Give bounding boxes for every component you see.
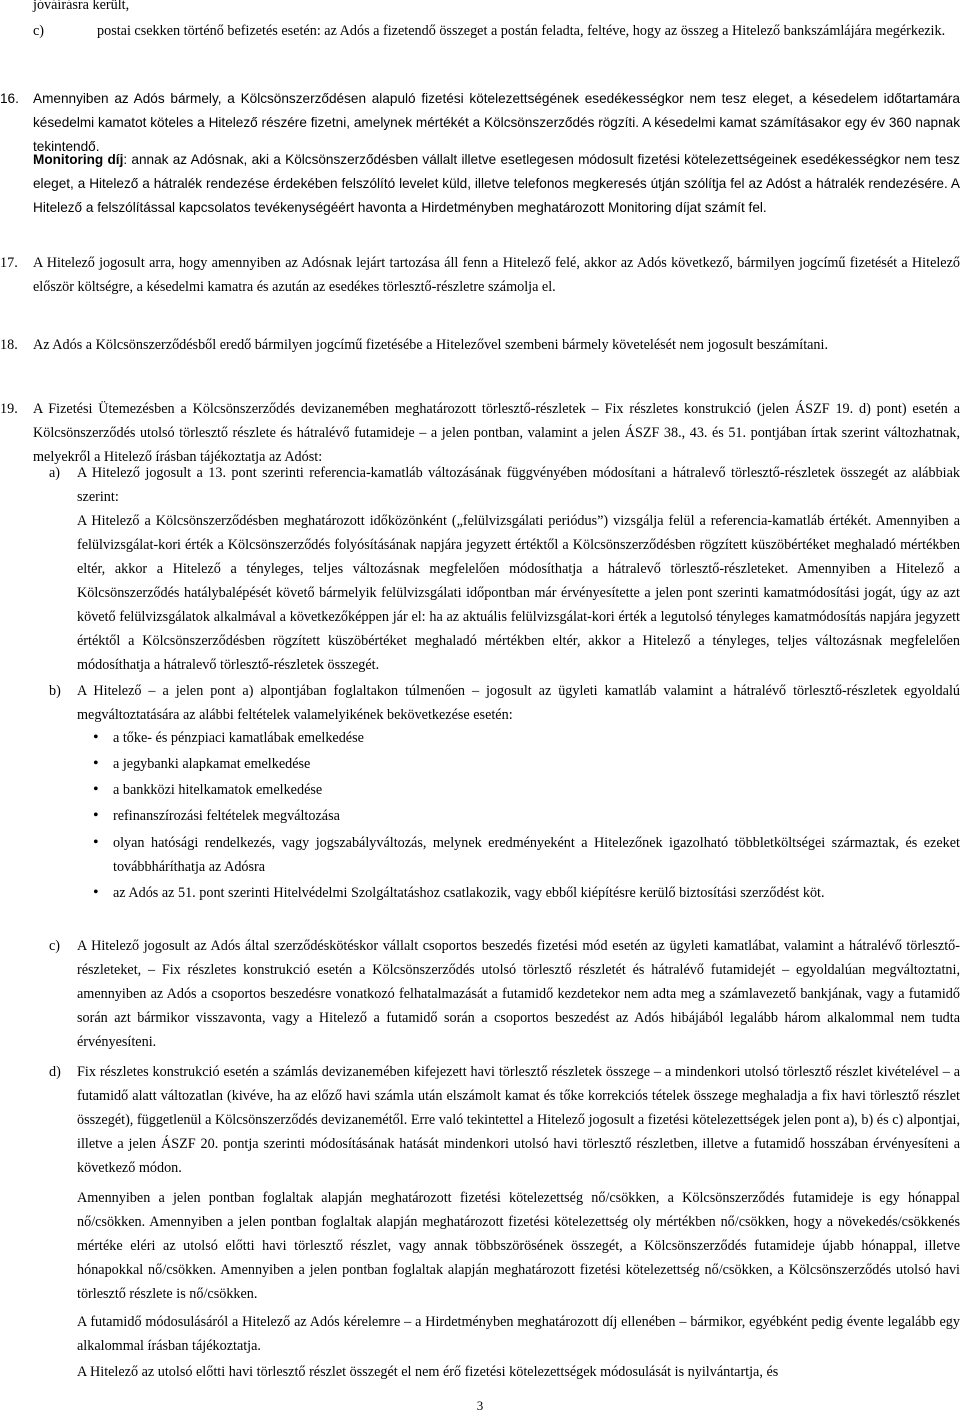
page-number: 3 <box>476 1398 484 1413</box>
section-text: Az Adós a Kölcsönszerződésből eredő bármilyen jogcímű fizetésébe a Hitelezővel szembeni bármely követelését nem jogosult beszámítani. <box>33 337 829 353</box>
list-letter: b) <box>49 683 61 699</box>
bullet-glyph: • <box>93 807 99 824</box>
list-letter: a) <box>49 465 61 481</box>
paragraph-text: A futamidő módosulásáról a Hitelező az Adós kérelemre – a Hirdetményben meghatározott díj ellenében – bármikor, egyébként pedig évente legalább egy alkalommal írásban tájékoztatja. <box>77 1314 960 1354</box>
list-item-text: Fix részletes konstrukció esetén a számlás devizanemében kifejezett havi törlesztő részletek összege – a mindenkori utolsó törlesztő részlet kivételével – a futamidő alatt változatlan (kivéve, ha az előző havi számla után elszámolt kamat és tőke korrekciós tételek összege meghaladja a fix havi törlesztő részlet összegét), függetlenül a Kölcsönszerződés devizanemétől. Erre való tekintettel a Hitelező jogosult a fizetési kötelezettségek jelen pont a), b) és c) alpontjai, illetve a jelen ÁSZF 20. pontja szerinti módosításának hatását mindenkori utolsó havi törlesztő részletben, illetve a futamidő hosszában érvényesíteni a következő módon. <box>77 1064 960 1176</box>
bullet-text: a jegybanki alapkamat emelkedése <box>113 756 311 772</box>
list-item-body-text: A Hitelező a Kölcsönszerződésben meghatározott időközönként („felülvizsgálati periódus”) vizsgálja felül a referencia-kamatláb értékét. Amennyiben a felülvizsgálat-kori érték a Kölcsönszerződés folyósításának napjára jegyzett értéktől a Kölcsönszerződésben rögzített küszöbértéket meghaladó mértékben eltér, akkor a Hitelező a tényleges, teljes változásnak megfelelően módosíthatja a hátralevő törlesztő-részleteket. Amennyiben a Hitelező a Kölcsönszerződés hatálybalépését követő bármelyik felülvizsgálati időpontban már érvényesítette a jelen pont szerinti kamatmódosítási jogát, úgy az azt követő felülvizsgálatok alkalmával a következőképpen jár el: ha az aktuális felülvizsgálat-kori érték a legutolsó tényleges kamatmódosítás napjára jegyzett értéktől a Kölcsönszerződésben rögzített küszöbértéket meghaladó mértékben eltér, akkor a Hitelező a tényleges, teljes változásnak megfelelően módosíthatja a hátralevő törlesztő-részletek összegét. <box>77 513 960 673</box>
bullet-glyph: • <box>93 834 99 851</box>
list-item-text: A Hitelező jogosult az Adós által szerződéskötéskor vállalt csoportos beszedés fizetési mód esetén az ügyleti kamatlábat, valamint a hátralévő törlesztő-részleteket, – Fix részletes konstrukció esetén a Kölcsönszerződés utolsó törlesztő részletét és hátralévő futamidejét – egyoldalúan megváltoztatni, amennyiben az Adós a csoportos beszedésre vonatkozó felhatalmazását a futamidő kezdetekor nem adta meg a számlavezető bankjának, vagy a futamidő során azt bármikor visszavonta, vagy a Hitelező a futamidő során a csoportos beszedést az Adós hibájából legalább három alkalommal nem tudta érvényesíteni. <box>77 938 960 1050</box>
bullet-item-4 <box>93 804 960 828</box>
list-item-b <box>33 679 960 727</box>
list-letter: c) <box>33 23 45 39</box>
bullet-text: olyan hatósági rendelkezés, vagy jogszabályváltozás, melynek eredményeként a Hitelezőnek igazolható többletköltségei származtak, és ezeket továbbháríthatja az Adósra <box>113 835 960 875</box>
list-item-text: A Hitelező jogosult a 13. pont szerinti referencia-kamatláb változásának függvényében módosítani a hátralevő törlesztő-részletek összegét az alábbiak szerint: <box>77 465 960 505</box>
bullet-text: refinanszírozási feltételek megváltozása <box>113 808 340 824</box>
list-item-d-paragraph-3 <box>77 1310 960 1358</box>
monitoring-fee-text: : annak az Adósnak, aki a Kölcsönszerződésben vállalt illetve esetlegesen módosult fizetési kötelezettségeinek esedékességkor nem tesz eleget, a Hitelező a hátralék rendezése érdekében felszólító levelet küld, illetve telefonos megkeresés útján szólítja fel az Adóst a hátralék rendezésére. A Hitelező a felszólítással kapcsolatos tevékenységéért havonta a Hirdetményben meghatározott Monitoring díjat számít fel. <box>33 152 960 215</box>
section-number: 19. <box>0 401 18 417</box>
bullet-text: a tőke- és pénzpiaci kamatlábak emelkedése <box>113 730 364 746</box>
bullet-glyph: • <box>93 884 99 901</box>
bullet-item-1 <box>93 726 960 750</box>
section-19 <box>0 397 960 469</box>
top-fragment <box>33 0 960 17</box>
section-text: A Fizetési Ütemezésben a Kölcsönszerződés devizanemében meghatározott törlesztő-részletek – Fix részletes konstrukció (jelen ÁSZF 19. d) pont) esetén a Kölcsönszerződés utolsó törlesztő részlete és hátralévő futamideje – a jelen pontban, valamint a jelen ÁSZF 38., 43. és 51. pontjában írtak szerint változhatnak, melyekről a Hitelező írásban tájékoztatja az Adóst: <box>33 401 960 465</box>
section-number: 18. <box>0 337 18 353</box>
section-text: A Hitelező jogosult arra, hogy amennyiben az Adósnak lejárt tartozása áll fenn a Hitelező felé, akkor az Adós következő, bármilyen jogcímű fizetését a Hitelező először költségre, a késedelmi kamatra és azután az esedékes törlesztő-részletre számolja el. <box>33 255 960 295</box>
list-item-a-body <box>77 509 960 677</box>
bullet-item-5 <box>93 831 960 879</box>
bullet-item-6 <box>93 881 960 905</box>
monitoring-fee-label: Monitoring díj <box>33 152 124 167</box>
section-number: 17. <box>0 255 18 271</box>
top-fragment-text: jóváírásra került, <box>33 0 130 13</box>
list-item-d-paragraph-4 <box>77 1360 960 1384</box>
section-18 <box>0 333 960 357</box>
bullet-text: az Adós az 51. pont szerinti Hitelvédelmi Szolgáltatáshoz csatlakozik, vagy ebből kiépítésre kerülő biztosítási szerződést köt. <box>113 885 825 901</box>
list-letter: d) <box>49 1064 61 1080</box>
list-item-d-paragraph-2 <box>77 1186 960 1306</box>
bullet-glyph: • <box>93 729 99 746</box>
bullet-glyph: • <box>93 781 99 798</box>
list-item-c-payment <box>33 19 960 43</box>
section-17 <box>0 251 960 299</box>
list-item-d <box>33 1060 960 1180</box>
list-item-c <box>33 934 960 1054</box>
paragraph-text: Amennyiben a jelen pontban foglaltak alapján meghatározott fizetési kötelezettség nő/csökken, a Kölcsönszerződés futamideje is egy hónappal nő/csökken. Amennyiben a jelen pontban foglaltak alapján meghatározott fizetési kötelezettség oly mértékben nő/csökken, hogy a növekedés/csökkenés mértéke eléri az utolsó előtti havi törlesztő részlet, vagy annak többszörösének összegét, a Kölcsönszerződés futamideje újabb hónappal, illetve hónapokkal nő/csökken. Amennyiben a jelen pontban foglaltak alapján meghatározott fizetési kötelezettség nő/csökken, a Kölcsönszerződés utolsó havi törlesztő részlete is nő/csökken. <box>77 1190 960 1302</box>
bullet-text: a bankközi hitelkamatok emelkedése <box>113 782 323 798</box>
bullet-item-2 <box>93 752 960 776</box>
paragraph-text: A Hitelező az utolsó előtti havi törlesztő részlet összegét el nem érő fizetési kötelezettségek módosulását is nyilvántartja, és <box>77 1364 779 1380</box>
bullet-glyph: • <box>93 755 99 772</box>
list-letter: c) <box>49 938 61 954</box>
monitoring-fee-paragraph <box>33 148 960 220</box>
bullet-item-3 <box>93 778 960 802</box>
list-item-text: postai csekken történő befizetés esetén: az Adós a fizetendő összeget a postán feladta, feltéve, hogy az összeg a Hitelező bankszámlájára megérkezik. <box>97 23 946 39</box>
list-item-a <box>33 461 960 509</box>
list-item-text: A Hitelező – a jelen pont a) alpontjában foglaltakon túlmenően – jogosult az ügyleti kamatláb valamint a hátralévő törlesztő-részletek egyoldalú megváltoztatására az alábbi feltételek valamelyikének bekövetkezése esetén: <box>77 683 960 723</box>
section-number: 16. <box>0 91 19 106</box>
section-text: Amennyiben az Adós bármely, a Kölcsönszerződésen alapuló fizetési kötelezettségének esedékességkor nem tesz eleget, a késedelem időtartamára késedelmi kamatot köteles a Hitelező részére fizetni, amelynek mértékét a Kölcsönszerződés rögzíti. A késedelmi kamat számításakor egy év 360 napnak tekintendő. <box>33 91 960 154</box>
